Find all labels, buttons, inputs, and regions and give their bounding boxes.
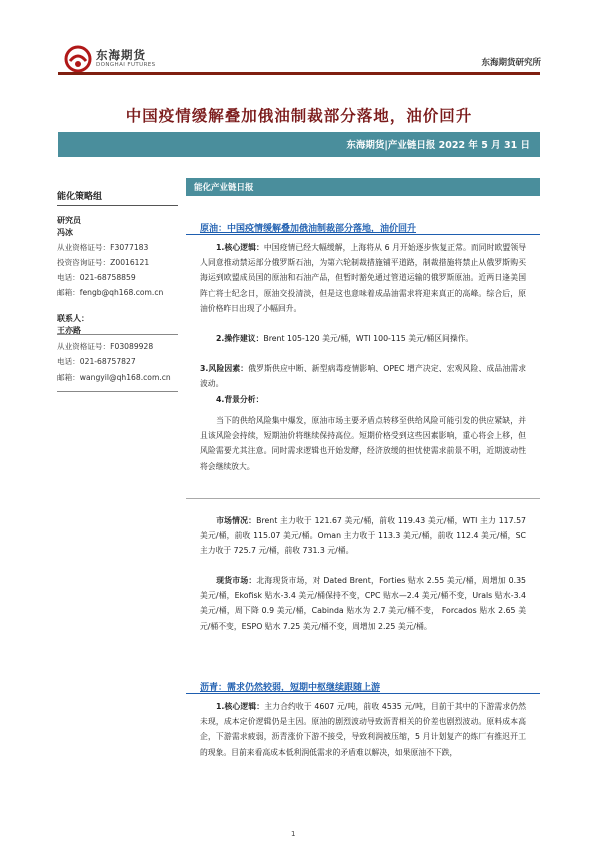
bitumen-core-logic xyxy=(200,699,526,760)
researcher-license: 从业资格证号：F3077183 xyxy=(57,243,149,252)
bitumen-core-logic-text: 主力合约收于 4607 元/吨，前收 4535 元/吨，目前于其中的下游需求仍然未现，成本定价逻辑仍是主因。原油的剧烈波动导致沥青相关的价差也剧烈波动。原料成本高企，下游需求疲弱，沥青涨价下游不接受，导致利润被压缩，5 月计划复产的炼厂有推迟开工的现象。目前来看高成本低利润低需求的矛盾难以解决，如果原油不下跌， xyxy=(200,702,526,757)
crude-section-heading[interactable]: 原油：中国疫情缓解叠加俄油制裁部分落地，油价回升 xyxy=(200,224,417,234)
researcher-label: 研究员 xyxy=(57,216,81,225)
researcher-email[interactable]: 邮箱：fengb@qh168.com.cn xyxy=(57,288,164,297)
team-divider xyxy=(57,205,178,206)
crude-background-body: 当下的供给风险集中爆发，原油市场主要矛盾点转移至供给风险可能引发的供应紧缺，并且该风险会持续，短期油价将继续保持高位。短期价格受到这些因素影响，重心将会上移，但风险需要尤其注意。同时需求逻辑也开始发酵，经济放缓的担忧使需求前景不明，近期波动性将会继续放大。 xyxy=(200,416,526,471)
crude-core-logic xyxy=(200,240,526,316)
crude-risk-text: 俄罗斯供应中断、新型病毒疫情影响、OPEC 增产决定、宏观风险、成品油需求波动。 xyxy=(200,364,526,389)
bitumen-section-heading[interactable]: 沥青：需求仍然较弱，短期中枢继续跟随上游 xyxy=(200,683,381,693)
crude-market xyxy=(200,513,526,559)
sidebar-bottom-divider xyxy=(57,391,178,392)
logo-text-cn: 东海期货 xyxy=(96,48,146,62)
donghai-logo-icon xyxy=(64,45,92,73)
team-name: 能化策略组 xyxy=(57,192,103,202)
crude-section-divider xyxy=(186,234,540,235)
researcher-name: 冯冰 xyxy=(57,228,73,237)
daily-report-label-text: 能化产业链日报 xyxy=(194,183,254,193)
contact-name: 王亦路 xyxy=(57,326,81,335)
logo xyxy=(64,45,154,73)
header-divider xyxy=(58,72,540,75)
crude-background-label: 4.背景分析： xyxy=(216,395,264,404)
crude-core-logic-text: 中国疫情已经大幅缓解，上海将从 6 月开始逐步恢复正常。而同时欧盟领导人同意推动禁运部分俄罗斯石油，为第六轮制裁措施铺平道路，制裁措施将禁止从俄罗斯购买海运到欧盟成员国的原油和石油产品，但暂时豁免通过管道运输的俄罗斯原油。近两日逢美国阵亡将士纪念日，原油交投清淡，但是这也意味着成品油需求将迎来真正的高峰。综合后，原油价格昨日出现了小幅回升。 xyxy=(200,243,526,313)
crude-background-heading xyxy=(200,392,526,407)
contact-label: 联系人： xyxy=(57,314,89,323)
crude-spot xyxy=(200,573,526,634)
crude-spot-label: 现货市场： xyxy=(216,576,257,585)
contact-email[interactable]: 邮箱：wangyil@qh168.com.cn xyxy=(57,373,171,382)
bitumen-core-logic-label: 1.核心逻辑： xyxy=(216,702,265,711)
crude-risk-label: 3.风险因素： xyxy=(200,364,249,373)
report-date-text: 东海期货|产业链日报 2022 年 5 月 31 日 xyxy=(346,140,530,151)
report-title: 中国疫情缓解叠加俄油制裁部分落地，油价回升 xyxy=(125,107,473,125)
crude-advice-label: 2.操作建议： xyxy=(216,334,264,343)
institute-name: 东海期货研究所 xyxy=(481,58,541,68)
crude-advice-text: Brent 105-120 美元/桶，WTI 100-115 美元/桶区间操作。 xyxy=(263,334,474,343)
crude-background-divider xyxy=(186,498,540,499)
contact-phone: 电话：021-68757827 xyxy=(57,357,136,366)
crude-background-text xyxy=(200,413,526,474)
contact-license: 从业资格证号：F03089928 xyxy=(57,342,154,351)
researcher-advisory-id: 投资咨询证号：Z0016121 xyxy=(57,258,150,267)
crude-core-logic-label: 1.核心逻辑： xyxy=(216,243,264,252)
crude-market-text: Brent 主力收于 121.67 美元/桶，前收 119.43 美元/桶，WTI 主力 117.57 美元/桶，前收 115.07 美元/桶。Oman 主力收于 113.3 美元/桶，前收 112.4 美元/桶，SC 主力收于 725.7 元/桶，前收 731.3 元/桶。 xyxy=(200,516,526,556)
page-number: 1 xyxy=(291,830,296,838)
crude-advice xyxy=(200,331,526,346)
researcher-phone: 电话：021-68758859 xyxy=(57,273,136,282)
crude-risk xyxy=(200,361,526,391)
bitumen-section-divider xyxy=(186,693,540,694)
logo-text-en: DONGHAI FUTURES xyxy=(96,62,156,68)
daily-report-label xyxy=(186,178,540,196)
crude-market-label: 市场情况： xyxy=(216,516,257,525)
report-date-bar xyxy=(58,132,540,157)
crude-spot-text: 北海现货市场，对 Dated Brent，Forties 贴水 2.55 美元/桶，周增加 0.35 美元/桶，Ekofisk 贴水-3.4 美元/桶保持不变，CPC 贴水—2.4 美元/桶不变，Urals 贴水-3.4 美元/桶，周下降 0.9 美元/桶，Cabinda 贴水为 2.7 美元/桶不变， Forcados 贴水 2.65 美元/桶不变，ESPO 贴水 7.25 美元/桶不变，周增加 2.25 美元/桶。 xyxy=(200,576,527,631)
